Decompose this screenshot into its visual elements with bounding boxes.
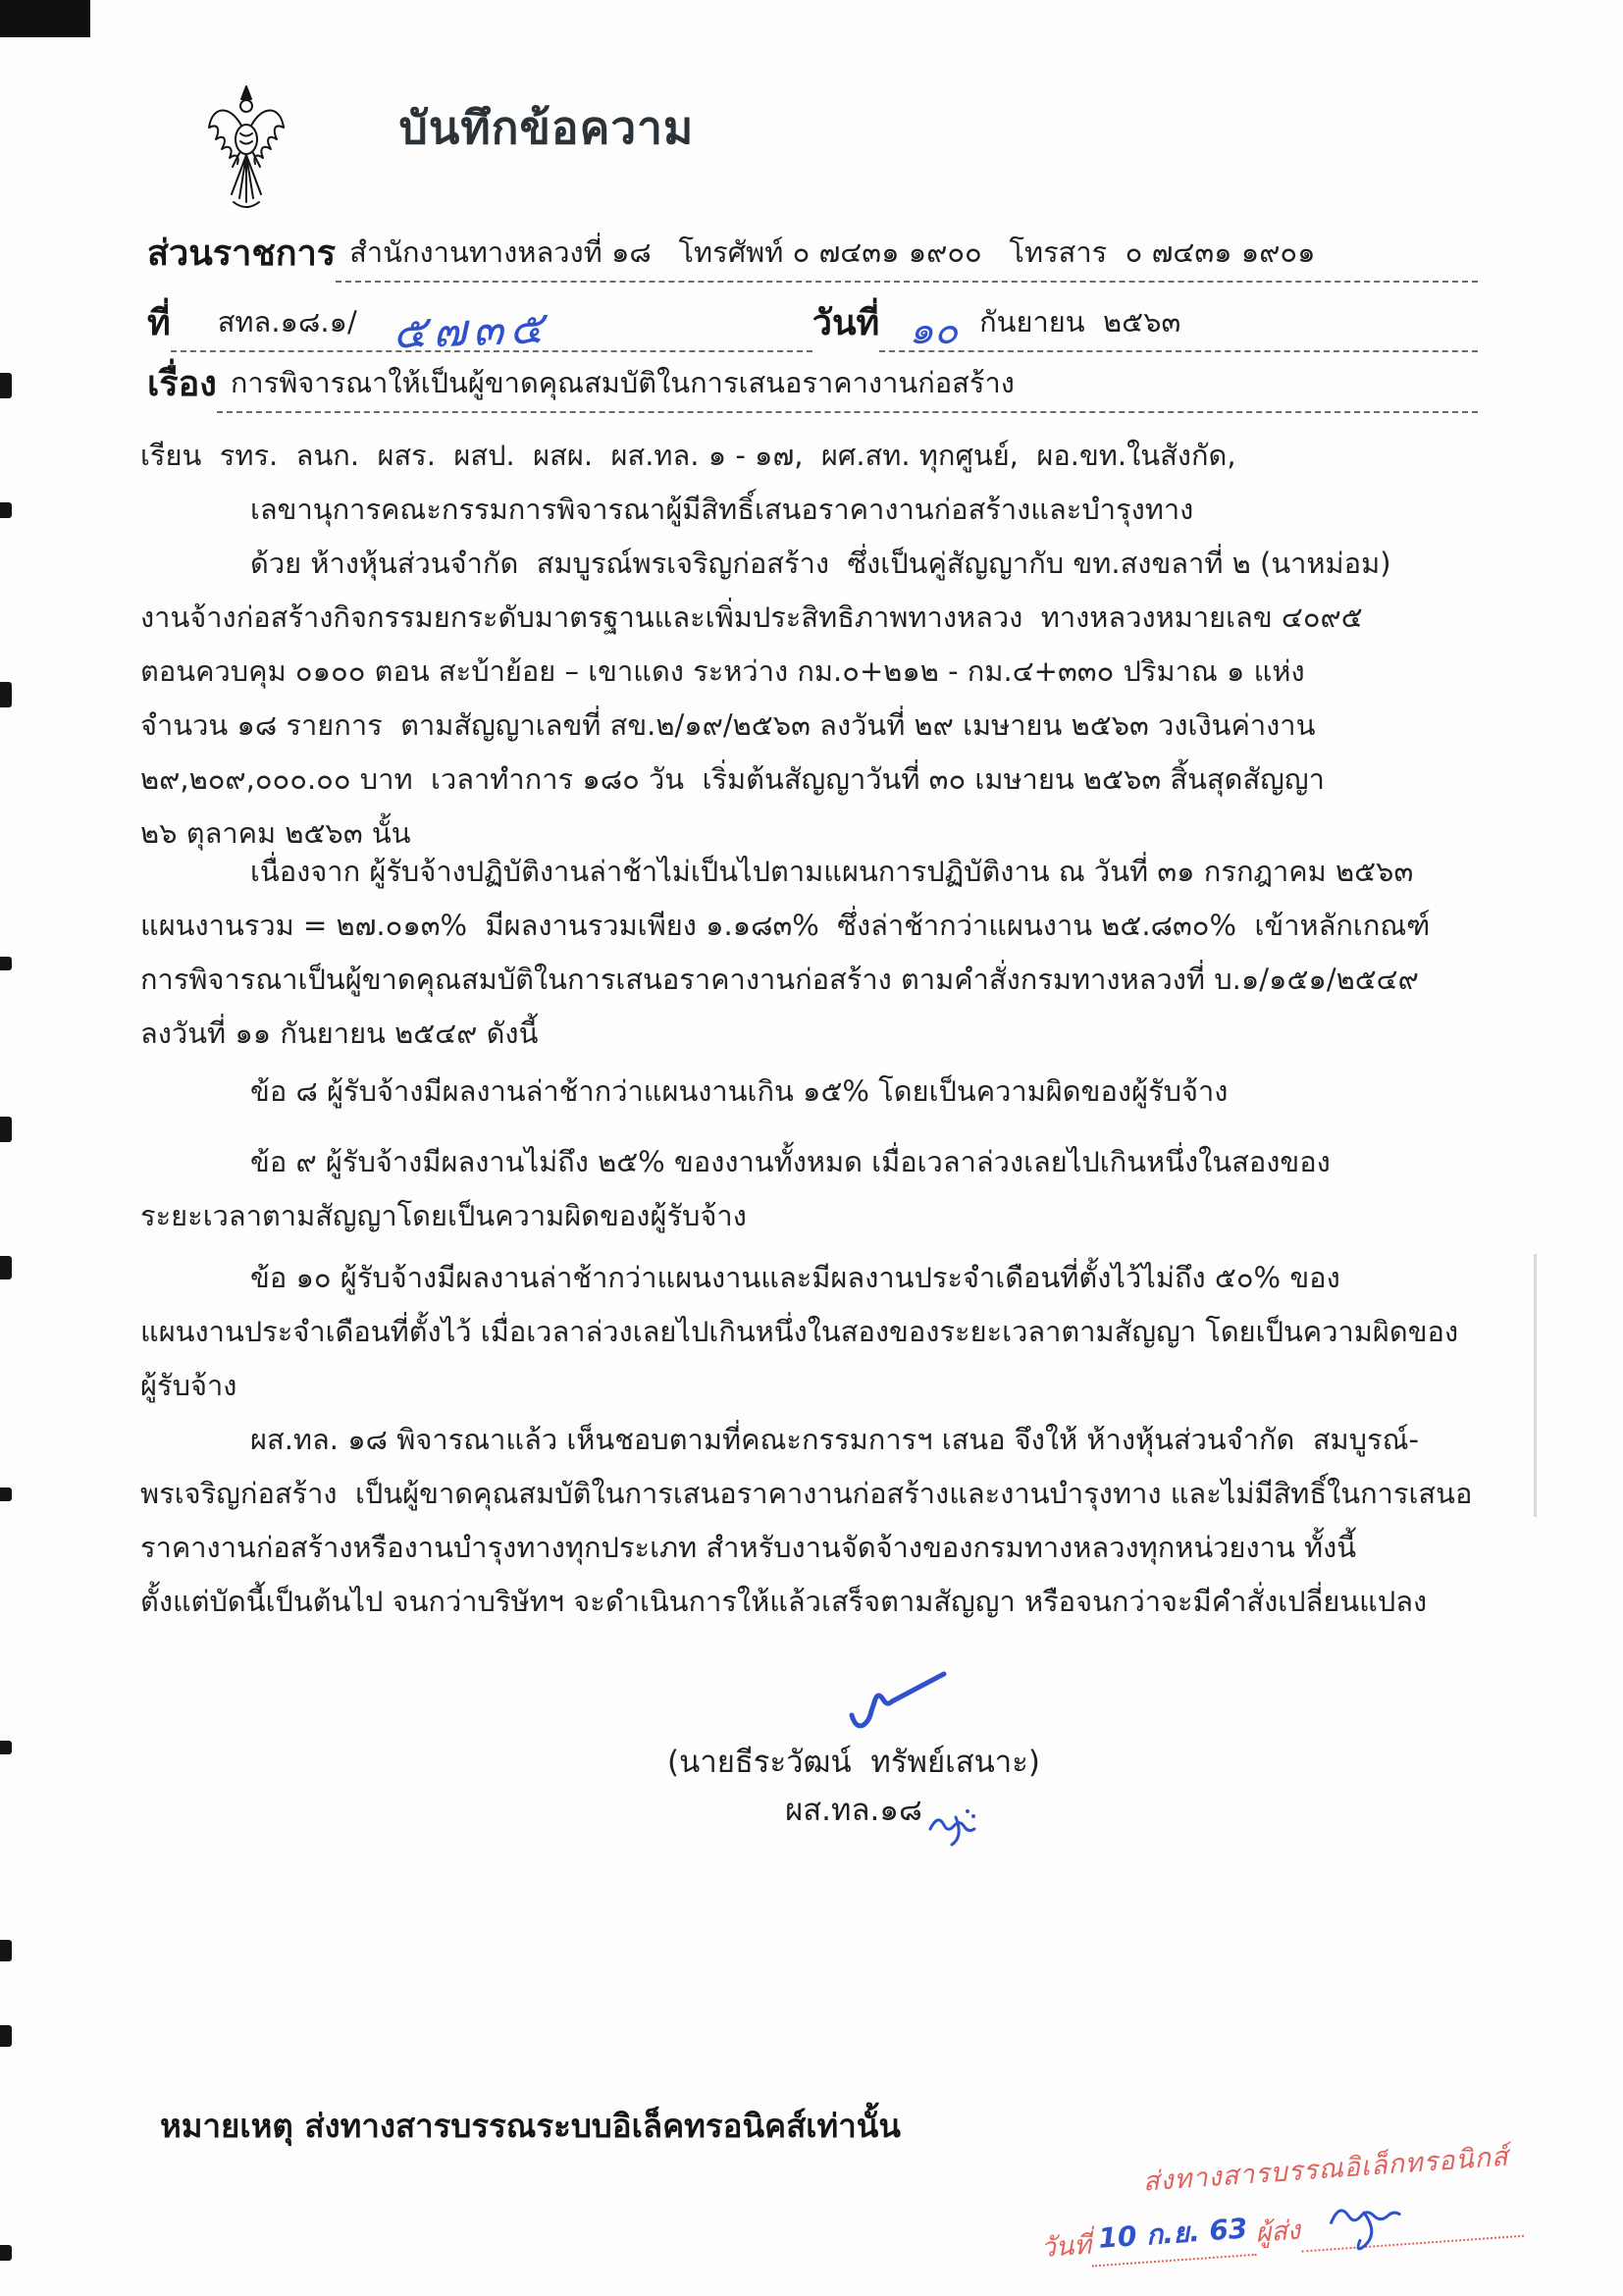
text-line: ตั้งแต่บัดนี้เป็นต้นไป จนกว่าบริษัทฯ จะดำเนินการให้แล้วเสร็จตามสัญญา หรือจนกว่าจะมีคำสั่งเปลี่ยนแปลง [140, 1585, 1428, 1618]
text-line: พรเจริญก่อสร้าง เป็นผู้ขาดคุณสมบัติในการเสนอราคางานก่อสร้างและงานบำรุงทาง และไม่มีสิทธิ์ในการเสนอ [140, 1477, 1473, 1510]
text-line: ลงวันที่ ๑๑ กันยายน ๒๕๔๙ ดังนี้ [140, 1017, 539, 1050]
recipient-label: เรียน [140, 439, 202, 472]
number-handwritten: ๕๗๓๕ [391, 300, 550, 359]
recipient-list: รทร. ลนก. ผสร. ผสป. ผสผ. ผส.ทล. ๑ - ๑๗, ผศ.สท. ทุกศูนย์, ผอ.ขท.ในสังกัด, [219, 439, 1236, 472]
number-label: ที่ [147, 303, 171, 343]
stamp-date-handwritten: 10 ก.ย. 63 [1097, 2212, 1249, 2255]
scan-artifact [0, 0, 90, 37]
text-line: ข้อ ๙ ผู้รับจ้างมีผลงานไม่ถึง ๒๕% ของงานทั้งหมด เมื่อเวลาล่วงเลยไปเกินหนึ่งในสองของ [250, 1145, 1331, 1178]
footnote-text: ส่งทางสารบรรณระบบอิเล็คทรอนิคส์เท่านั้น [304, 2107, 901, 2145]
signer-name: (นายธีระวัฒน์ ทรัพย์เสนาะ) [667, 1745, 1040, 1780]
date-rest: กันยายน ๒๕๖๓ [979, 305, 1181, 339]
document-number [171, 299, 812, 359]
clause-8 [140, 1065, 1494, 1119]
text-line: ระยะเวลาตามสัญญาโดยเป็นความผิดของผู้รับจ้าง [140, 1199, 747, 1232]
text-line: ราคางานก่อสร้างหรืองานบำรุงทางทุกประเภท สำหรับงานจัดจ้างของกรมทางหลวงทุกหน่วยงาน ทั้งนี้ [140, 1531, 1357, 1564]
paragraph-decision [140, 1413, 1494, 1629]
scan-artifact [0, 2245, 12, 2261]
number-date-row [147, 297, 1478, 359]
scan-artifact [0, 957, 12, 970]
footnote [160, 2100, 901, 2152]
paragraph-delay-findings [140, 845, 1494, 1061]
signature-block [599, 1668, 1109, 1835]
text-line: ข้อ ๑๐ ผู้รับจ้างมีผลงานล่าช้ากว่าแผนงานและมีผลงานประจำเดือนที่ตั้งไว้ไม่ถึง ๕๐% ของ [250, 1261, 1340, 1294]
scan-artifact [0, 2025, 12, 2047]
text-line: จำนวน ๑๘ รายการ ตามสัญญาเลขที่ สข.๒/๑๙/๒๕๖๓ ลงวันที่ ๒๙ เมษายน ๒๕๖๓ วงเงินค่างาน [140, 708, 1316, 742]
scan-artifact [0, 1487, 12, 1501]
text-line: ตอนควบคุม ๐๑๐๐ ตอน สะบ้าย้อย – เขาแดง ระหว่าง กม.๐+๒๑๒ - กม.๔+๓๓๐ ปริมาณ ๑ แห่ง [140, 654, 1305, 688]
stamp-sender-label: ผู้ส่ง [1254, 2215, 1302, 2249]
text-line: ๒๙,๒๐๙,๐๐๐.๐๐ บาท เวลาทำการ ๑๘๐ วัน เริ่มต้นสัญญาวันที่ ๓๐ เมษายน ๒๕๖๓ สิ้นสุดสัญญา [140, 762, 1325, 796]
text-line: ด้วย ห้างหุ้นส่วนจำกัด สมบูรณ์พรเจริญก่อสร้าง ซึ่งเป็นคู่สัญญากับ ขท.สงขลาที่ ๒ (นาหม่อม) [250, 547, 1391, 580]
stamp-date-field [1089, 2209, 1257, 2268]
recipient-line [140, 429, 1494, 483]
text-line: ข้อ ๘ ผู้รับจ้างมีผลงานล่าช้ากว่าแผนงานเกิน ๑๕% โดยเป็นความผิดของผู้รับจ้าง [250, 1074, 1229, 1108]
stamp-title: ส่งทางสารบรรณอิเล็กทรอนิกส์ [1141, 2141, 1510, 2198]
footnote-label: หมายเหตุ [160, 2107, 293, 2145]
text-line: ผู้รับจ้าง [140, 1369, 237, 1402]
date-label: วันที่ [812, 303, 880, 343]
scan-artifact [0, 682, 12, 707]
text-line: แผนงานประจำเดือนที่ตั้งไว้ เมื่อเวลาล่วงเลยไปเกินหนึ่งในสองของระยะเวลาตามสัญญา โดยเป็นความผิดของ [140, 1315, 1459, 1348]
subject-label: เรื่อง [147, 364, 217, 404]
agency-row [147, 234, 1478, 283]
document-date [879, 299, 1478, 352]
text-line: งานจ้างก่อสร้างกิจกรรมยกระดับมาตรฐานและเพิ่มประสิทธิภาพทางหลวง ทางหลวงหมายเลข ๔๐๙๕ [140, 600, 1363, 634]
signer-position: ผส.ทล.๑๘ [785, 1786, 922, 1835]
paragraph-background [140, 537, 1494, 861]
date-day-handwritten: ๑๐ [909, 308, 959, 353]
scan-artifact [0, 1741, 12, 1754]
recipient-block [140, 429, 1494, 537]
clause-10 [140, 1251, 1494, 1413]
electronic-delivery-stamp [1035, 2134, 1524, 2270]
subject-row [147, 362, 1478, 413]
recipient-line: เลขานุการคณะกรรมการพิจารณาผู้มีสิทธิ์เสนอราคางานก่อสร้างและบำรุงทาง [250, 493, 1194, 526]
handwritten-initials-icon [926, 1805, 979, 1849]
text-line: ผส.ทล. ๑๘ พิจารณาแล้ว เห็นชอบตามที่คณะกรรมการฯ เสนอ จึงให้ ห้างหุ้นส่วนจำกัด สมบูรณ์- [250, 1423, 1419, 1456]
text-line: เนื่องจาก ผู้รับจ้างปฏิบัติงานล่าช้าไม่เป็นไปตามแผนการปฏิบัติงาน ณ วันที่ ๓๑ กรกฎาคม ๒๕๖๓ [250, 855, 1414, 888]
agency-value: สำนักงานทางหลวงที่ ๑๘ โทรศัพท์ ๐ ๗๔๓๑ ๑๙๐๐ โทรสาร ๐ ๗๔๓๑ ๑๙๐๑ [336, 230, 1478, 283]
scan-artifact [0, 1940, 12, 1961]
scan-artifact [0, 373, 12, 398]
number-prefix: สทล.๑๘.๑/ [217, 305, 357, 339]
agency-label: ส่วนราชการ [147, 234, 337, 274]
stamp-date-label: วันที่ [1039, 2229, 1093, 2265]
text-line: การพิจารณาเป็นผู้ขาดคุณสมบัติในการเสนอราคางานก่อสร้าง ตามคำสั่งกรมทางหลวงที่ บ.๑/๑๕๑/๒๕๔๙ [140, 963, 1419, 996]
stamp-sender-field [1299, 2200, 1524, 2253]
text-line: ๒๖ ตุลาคม ๒๕๖๓ นั้น [140, 816, 411, 850]
handwritten-sender-signature-icon [1324, 2196, 1416, 2259]
text-line: แผนงานรวม = ๒๗.๐๑๓% มีผลงานรวมเพียง ๑.๑๘๓% ซึ่งล่าช้ากว่าแผนงาน ๒๕.๘๓๐% เข้าหลักเกณฑ์ [140, 909, 1431, 942]
scan-artifact [0, 1256, 12, 1279]
handwritten-signature-icon [834, 1668, 952, 1737]
scan-artifact [1534, 1254, 1537, 1517]
scan-artifact [0, 502, 12, 518]
scan-artifact [0, 1117, 12, 1142]
document-title: บันทึกข้อความ [398, 101, 695, 154]
clause-9 [140, 1135, 1494, 1243]
subject-value: การพิจารณาให้เป็นผู้ขาดคุณสมบัติในการเสนอราคางานก่อสร้าง [217, 360, 1478, 413]
